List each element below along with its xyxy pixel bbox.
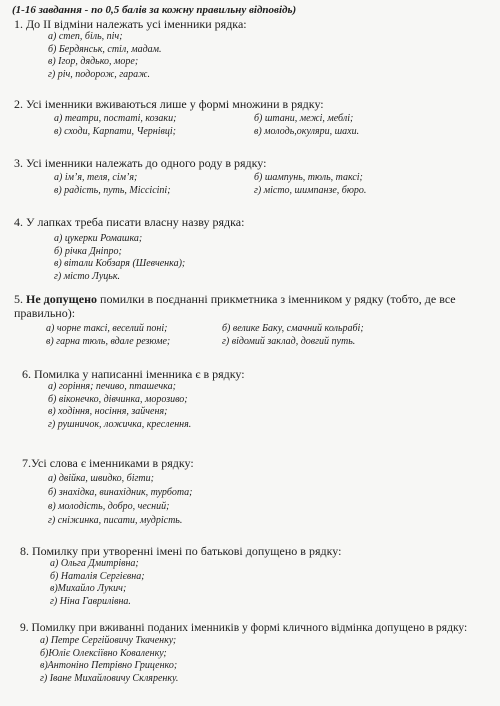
option-list (48, 472, 500, 528)
option: в) радість, путь, Міссісіпі; (54, 184, 171, 196)
option: г) річ, подорож, гараж. (48, 68, 150, 80)
option: б) віконечко, дівчинка, морозиво; (48, 393, 188, 405)
option: в) Ігор, дядько, море; (48, 56, 139, 67)
question-text: 4. У лапках треба писати власну назву рядка: (14, 215, 245, 229)
option: в) вітали Кобзаря (Шевченка); (54, 258, 186, 269)
option: а) горіння; печиво, пташечка; (48, 381, 176, 392)
option: г) місто, шимпанзе, бюро. (254, 184, 367, 196)
option: б)Юліє Олексіївно Коваленку; (40, 647, 167, 659)
question-7 (0, 456, 500, 528)
question-text: 6. Помилка у написанні іменника є в рядку: (22, 367, 245, 381)
option: б) велике Баку, смачний кольрабі; (222, 323, 364, 334)
option: в) сходи, Карпати, Чернівці; (54, 125, 176, 137)
option: г) сніжинка, писати, мудрість. (48, 515, 183, 526)
question-number: 7.Усі слова є (22, 456, 90, 470)
option-list (48, 381, 500, 431)
question-rest: іменниками в рядку: (89, 456, 194, 470)
question-5 (0, 292, 500, 348)
option-grid (54, 113, 500, 138)
option: б) штани, межі, меблі; (254, 113, 354, 124)
question-8 (0, 544, 500, 608)
option: б) Бердянськ, стіл, мадам. (48, 43, 162, 55)
question-text: 3. Усі іменники належать до одного роду в рядку: (14, 156, 267, 170)
option: а) чорне таксі, веселий поні; (46, 323, 168, 334)
option: в) молодість, добро, чесний; (48, 501, 170, 512)
option: б) шампунь, тюль, таксі; (254, 172, 363, 183)
option: а) ім’я, теля, сім’я; (54, 172, 138, 183)
option: а) степ, біль, піч; (48, 31, 123, 42)
question-text: 8. Помилку при утворенні імені по батькові допущено в рядку: (20, 544, 342, 558)
option-grid (54, 172, 500, 197)
option-list (40, 635, 500, 685)
option: б) знахідка, винахідник, турбота; (48, 487, 193, 498)
option: а) Петре Сергійовичу Ткаченку; (40, 635, 177, 646)
question-text: 1. До ІІ відміни належать усі іменники рядка: (14, 17, 247, 31)
question-9 (0, 621, 500, 685)
question-1 (0, 17, 500, 81)
option: в) молодь,окуляри, шахи. (254, 125, 360, 137)
option: г) Іване Михайловичу Скляренку. (40, 672, 179, 684)
option-grid (46, 323, 500, 348)
option: а) двійка, швидко, бігти; (48, 473, 154, 484)
question-text: 9. Помилку при вживанні поданих іменників у формі кличного відмінка допущено в рядку: (20, 622, 468, 634)
emphasis-text: Не допущено (26, 292, 98, 306)
question-number: 5. (14, 292, 26, 306)
option: а) цукерки Ромашка; (54, 233, 143, 244)
option-list (54, 233, 500, 283)
question-text: 2. Усі іменники вживаються лише у формі множини в рядку: (14, 97, 324, 111)
test-header: (1-16 завдання - по 0,5 балів за кожну правильну відповідь) (12, 4, 297, 16)
option: в)Антоніно Петрівно Гриценко; (40, 660, 178, 671)
option: в) ходіння, носіння, зайченя; (48, 406, 168, 417)
option: а) Ольга Дмитрівна; (50, 558, 139, 569)
option: г) відомий заклад, довгий путь. (222, 335, 356, 347)
question-4 (0, 215, 500, 283)
option: г) місто Луцьк. (54, 270, 120, 282)
option: а) театри, постаті, козаки; (54, 113, 177, 124)
question-3 (0, 156, 500, 197)
option: г) рушничок, ложичка, креслення. (48, 418, 192, 430)
option: в) гарна тюль, вдале резюме; (46, 335, 171, 347)
question-6 (0, 367, 500, 431)
question-2 (0, 97, 500, 138)
option: б) Наталія Сергієвна; (50, 570, 145, 582)
option: б) річка Дніпро; (54, 245, 122, 257)
question-text (14, 292, 492, 320)
question-rest: помилки в поєднанні прикметника з іменником у рядку (тобто, де все правильно): (14, 292, 456, 320)
option: в)Михайло Лукич; (50, 583, 127, 594)
option: г) Ніна Гаврилівна. (50, 595, 131, 607)
option-list (50, 558, 500, 608)
question-text (22, 456, 492, 470)
option-list (48, 31, 500, 81)
